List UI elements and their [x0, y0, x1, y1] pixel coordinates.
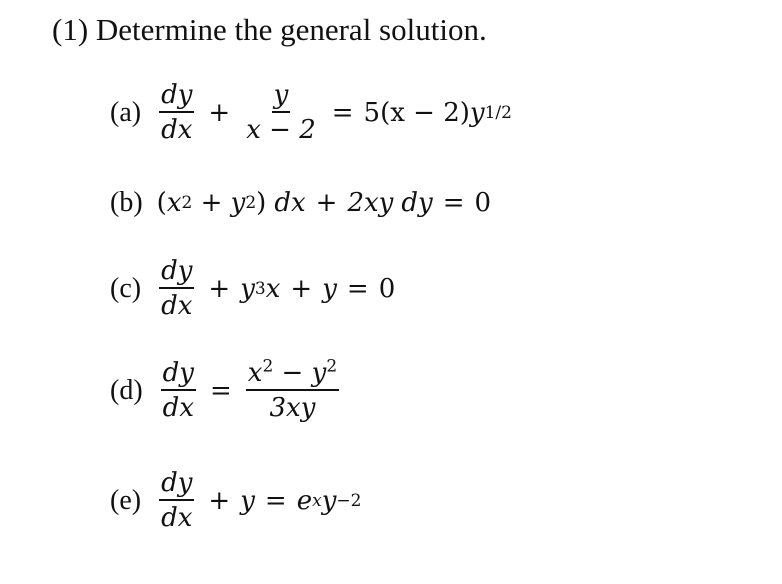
- operator: +: [208, 485, 231, 516]
- fraction-denominator: dx: [161, 291, 193, 321]
- fraction-numerator: dy: [161, 360, 196, 391]
- equation: ( x 2 + y 2 ) dx + 2xy dy = 0: [156, 188, 492, 218]
- equation: $\frac{dy}{dx}$ + y 3 x + y = 0: [161, 256, 396, 321]
- fraction: [159, 470, 194, 531]
- operator: =: [264, 485, 287, 516]
- operator: +: [208, 273, 231, 304]
- math-term: y: [240, 485, 255, 516]
- operator: +: [315, 188, 338, 218]
- fraction: [159, 82, 194, 143]
- problem-e: [110, 470, 361, 531]
- fraction-numerator: y: [272, 82, 291, 113]
- operator: +: [208, 97, 231, 128]
- problem-label: (b): [110, 187, 143, 218]
- equation: $\frac{dy}{dx}$ + y = e x y −2: [161, 468, 362, 533]
- operator: =: [331, 97, 354, 128]
- math-term: y: [230, 188, 246, 218]
- operator: =: [210, 375, 232, 406]
- problem-label: (e): [110, 484, 142, 516]
- fraction-numerator: [246, 356, 339, 391]
- fraction: [246, 356, 339, 423]
- fraction-denominator: dx: [161, 115, 193, 145]
- math-term: e: [296, 485, 313, 516]
- problem-label: (d): [110, 374, 143, 406]
- math-term: dx: [274, 188, 306, 218]
- fraction-numerator: dy: [159, 470, 194, 501]
- math-term: 0: [378, 273, 396, 304]
- exponent: 2: [326, 356, 338, 377]
- problem-c: [110, 258, 395, 319]
- exponent: 2: [262, 356, 274, 377]
- operator: =: [442, 188, 465, 218]
- problem-label: (a): [110, 96, 142, 128]
- fraction-denominator: dx: [161, 503, 193, 533]
- math-term: (: [156, 188, 167, 218]
- problem-b: [110, 187, 491, 219]
- fraction: [244, 82, 318, 143]
- math-term: 0: [474, 188, 492, 218]
- fraction-denominator: 3xy: [269, 393, 316, 423]
- math-term: ): [256, 188, 267, 218]
- fraction-denominator: x − 2: [246, 115, 316, 145]
- fraction: [159, 258, 194, 319]
- math-term: 2xy: [347, 188, 394, 218]
- math-term: y: [311, 358, 327, 388]
- problem-heading: (1) Determine the general solution.: [52, 12, 487, 47]
- fraction-numerator: dy: [159, 82, 194, 113]
- operator: −: [273, 358, 312, 388]
- math-term: 5(x − 2): [363, 97, 470, 128]
- operator: =: [346, 273, 369, 304]
- equation: [157, 356, 344, 423]
- math-term: dy: [401, 188, 433, 218]
- equation: $\frac{dy}{dx}$ + $\frac{y}{x - 2}$ = 5(x − 2) y 1/2: [161, 80, 512, 145]
- math-term: x: [265, 273, 281, 304]
- math-term: y: [321, 485, 337, 516]
- fraction-denominator: dx: [162, 393, 194, 423]
- problem-label: (c): [110, 272, 142, 304]
- math-term: x: [247, 358, 263, 388]
- fraction: [161, 360, 196, 421]
- math-term: y: [322, 273, 337, 304]
- operator: +: [290, 273, 313, 304]
- problem-a: [110, 82, 512, 143]
- fraction-numerator: dy: [159, 258, 194, 289]
- math-term: y: [469, 97, 485, 128]
- math-term: y: [240, 273, 255, 304]
- math-term: x: [166, 188, 182, 218]
- operator: +: [192, 188, 231, 218]
- problem-d: [110, 356, 343, 423]
